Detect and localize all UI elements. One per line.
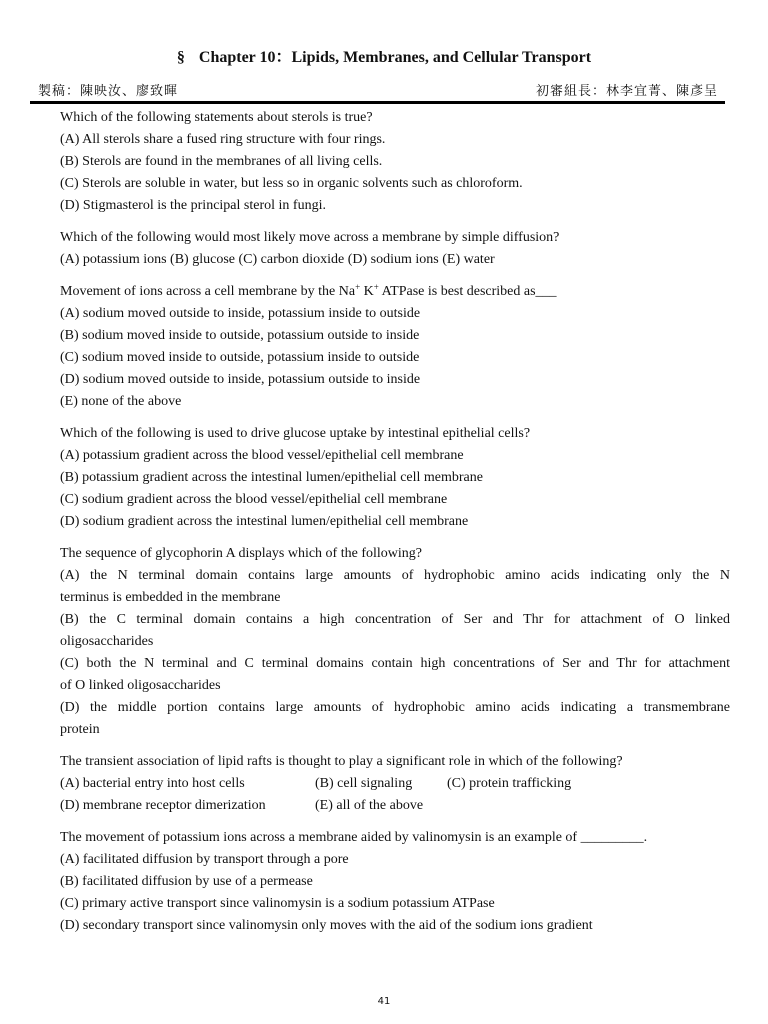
option-a: (A) bacterial entry into host cells xyxy=(60,776,245,791)
option-b-line-2: oligosaccharides xyxy=(60,634,154,649)
option-c: (C) protein trafficking xyxy=(447,776,572,791)
option-a-line-2: terminus is embedded in the membrane xyxy=(60,590,281,605)
option-c-line-1: (C) both the N terminal and C terminal domains contain high concentrations of Ser and Thr for attachment xyxy=(60,656,730,671)
option-a: (A) potassium gradient across the blood vessel/epithelial cell membrane xyxy=(60,448,464,463)
option-d: (D) sodium moved outside to inside, potassium outside to inside xyxy=(60,372,421,387)
option-d: (D) sodium gradient across the intestinal lumen/epithelial cell membrane xyxy=(60,514,469,529)
page-number: 41 xyxy=(377,996,391,1007)
question-stem xyxy=(60,281,730,303)
stem-part: Movement of ions across a cell membrane by the Na xyxy=(60,284,356,299)
option-d: (D) membrane receptor dimerization xyxy=(60,798,266,813)
question-3 xyxy=(60,281,730,413)
option-a-line-1: (A) the N terminal domain contains large amounts of hydrophobic amino acids indicating only the N xyxy=(60,568,730,583)
option-d: (D) secondary transport since valinomysin only moves with the aid of the sodium ions gradient xyxy=(60,918,593,933)
question-list xyxy=(60,107,730,947)
header-divider xyxy=(30,101,725,104)
option-b-line-1: (B) the C terminal domain contains a high concentration of Ser and Thr for attachment of O linked xyxy=(60,612,730,627)
option-d-line-2: protein xyxy=(60,722,100,737)
option-b: (B) cell signaling xyxy=(315,776,413,791)
question-5 xyxy=(60,543,730,741)
option-c: (C) sodium moved inside to outside, potassium inside to outside xyxy=(60,350,420,365)
question-stem: The transient association of lipid rafts is thought to play a significant role in which of the following? xyxy=(60,754,623,769)
options-line: (A) potassium ions (B) glucose (C) carbon dioxide (D) sodium ions (E) water xyxy=(60,252,495,267)
options-row-1 xyxy=(60,773,730,795)
superscript-plus: + xyxy=(355,282,361,292)
option-b: (B) facilitated diffusion by use of a permease xyxy=(60,874,313,889)
author-credit: 製稿：陳映汝、廖致暉 xyxy=(38,84,179,99)
question-stem: Which of the following would most likely move across a membrane by simple diffusion? xyxy=(60,230,560,245)
chapter-title: Chapter 10：Lipids, Membranes, and Cellular Transport xyxy=(198,49,592,66)
stem-part: K xyxy=(360,284,374,299)
question-6 xyxy=(60,751,730,817)
option-c: (C) sodium gradient across the blood vessel/epithelial cell membrane xyxy=(60,492,448,507)
reviewer-credit: 初審組長：林李宜菁、陳彥呈 xyxy=(535,84,718,99)
option-e: (E) all of the above xyxy=(315,798,424,813)
page-title xyxy=(0,44,768,67)
option-a: (A) All sterols share a fused ring structure with four rings. xyxy=(60,132,386,147)
option-d-line-1: (D) the middle portion contains large amounts of hydrophobic amino acids indicating a transmembrane xyxy=(60,700,730,715)
question-7 xyxy=(60,827,730,937)
section-mark: § xyxy=(176,49,185,66)
stem-part: ATPase is best described as___ xyxy=(378,284,557,299)
question-stem: The sequence of glycophorin A displays which of the following? xyxy=(60,546,422,561)
superscript-plus: + xyxy=(373,282,379,292)
option-d: (D) Stigmasterol is the principal sterol in fungi. xyxy=(60,198,326,213)
question-stem: Which of the following is used to drive glucose uptake by intestinal epithelial cells? xyxy=(60,426,531,441)
option-c-line-2: of O linked oligosaccharides xyxy=(60,678,221,693)
option-b: (B) Sterols are found in the membranes of all living cells. xyxy=(60,154,383,169)
option-b: (B) sodium moved inside to outside, potassium outside to inside xyxy=(60,328,420,343)
question-4 xyxy=(60,423,730,533)
option-e: (E) none of the above xyxy=(60,394,182,409)
question-stem: The movement of potassium ions across a membrane aided by valinomysin is an example of _________. xyxy=(60,830,648,845)
option-c: (C) Sterols are soluble in water, but less so in organic solvents such as chloroform. xyxy=(60,176,523,191)
option-a: (A) facilitated diffusion by transport through a pore xyxy=(60,852,349,867)
option-a: (A) sodium moved outside to inside, potassium inside to outside xyxy=(60,306,421,321)
question-2 xyxy=(60,227,730,271)
option-b: (B) potassium gradient across the intestinal lumen/epithelial cell membrane xyxy=(60,470,483,485)
option-c: (C) primary active transport since valinomysin is a sodium potassium ATPase xyxy=(60,896,495,911)
options-row-2 xyxy=(60,795,730,817)
question-stem: Which of the following statements about sterols is true? xyxy=(60,110,373,125)
question-1 xyxy=(60,107,730,217)
